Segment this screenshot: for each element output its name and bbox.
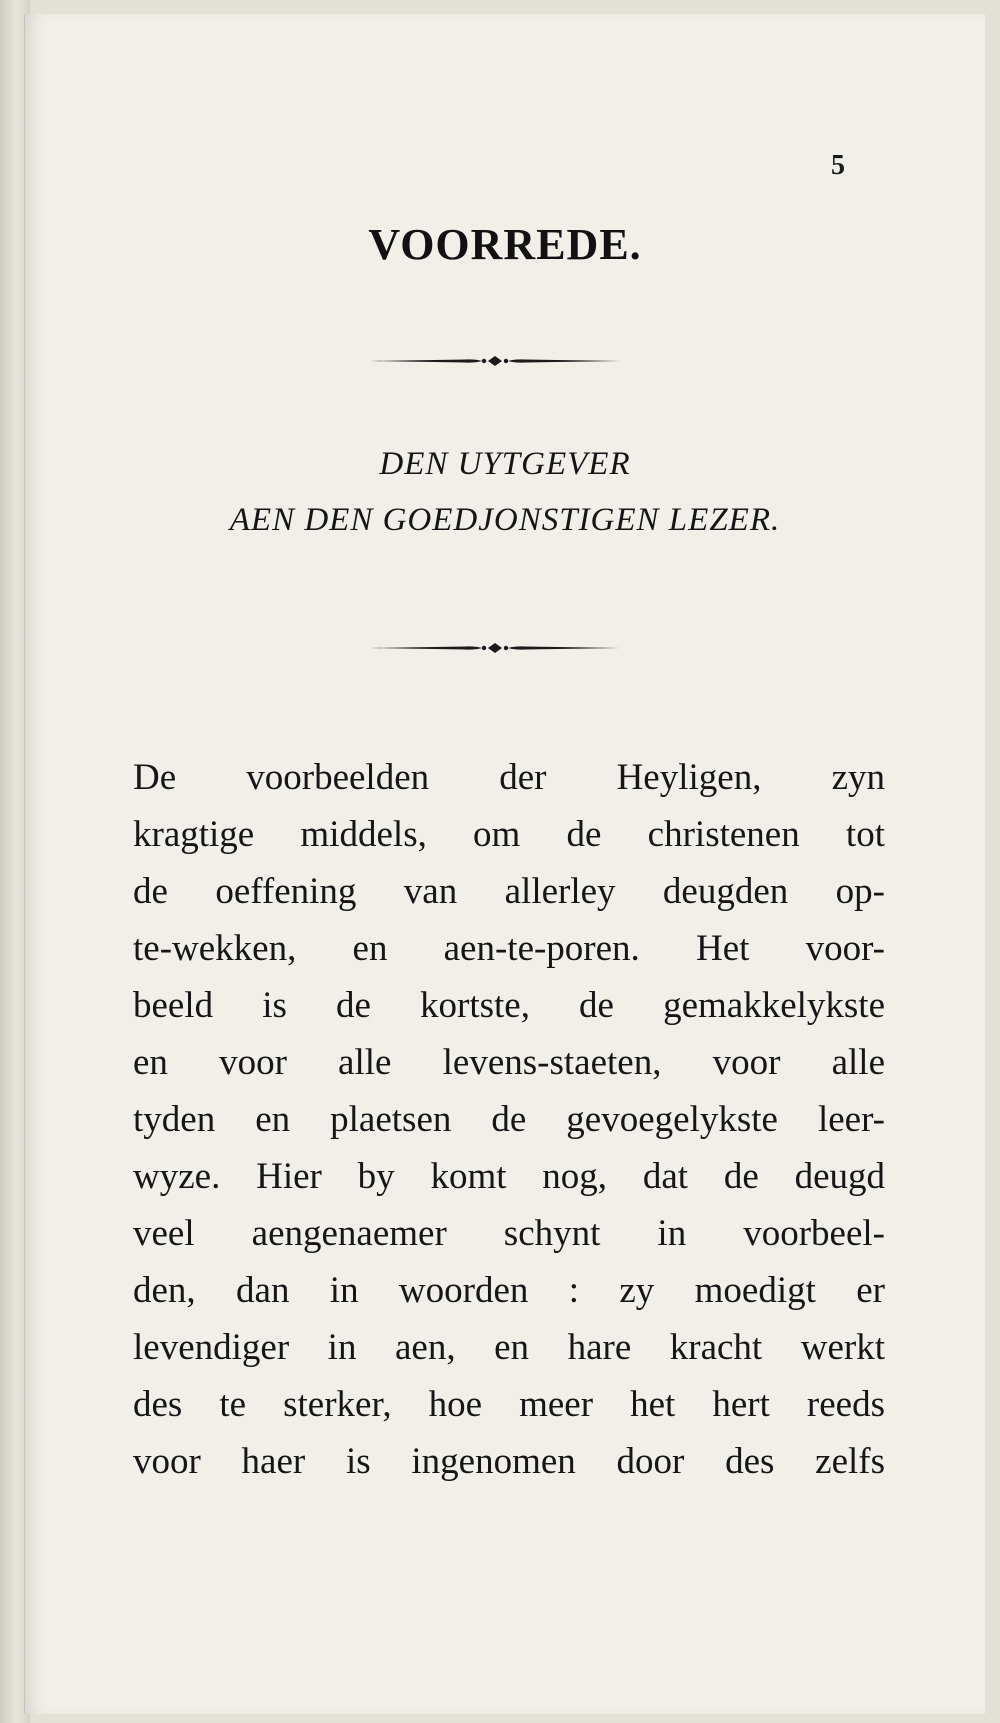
- text-line: te-wekken, en aen-te-poren. Het voor-: [133, 928, 885, 969]
- page-heading: VOORREDE.: [368, 220, 642, 269]
- body-paragraph: [133, 749, 885, 1490]
- text-line: levendiger in aen, en hare kracht werkt: [133, 1327, 885, 1368]
- text-line: en voor alle levens-staeten, voor alle: [133, 1042, 885, 1083]
- ornament-divider-top: [370, 354, 620, 368]
- text-line: den, dan in woorden : zy moedigt er: [133, 1270, 885, 1311]
- text-line: De voorbeelden der Heyligen, zyn: [133, 757, 885, 798]
- text-line: beeld is de kortste, de gemakkelykste: [133, 985, 885, 1026]
- subheading-line-1: DEN UYTGEVER: [379, 446, 631, 482]
- text-line: voor haer is ingenomen door des zelfs: [133, 1441, 885, 1482]
- page-number: 5: [831, 150, 845, 181]
- subheading-line-2: AEN DEN GOEDJONSTIGEN LEZER.: [229, 502, 781, 538]
- text-line: veel aengenaemer schynt in voorbeel-: [133, 1213, 885, 1254]
- text-line: des te sterker, hoe meer het hert reeds: [133, 1384, 885, 1425]
- book-page: [24, 14, 985, 1714]
- text-line: tyden en plaetsen de gevoegelykste leer-: [133, 1099, 885, 1140]
- text-line: de oeffening van allerley deugden op-: [133, 871, 885, 912]
- text-line: kragtige middels, om de christenen tot: [133, 814, 885, 855]
- ornament-divider-bottom: [370, 641, 620, 655]
- text-line: wyze. Hier by komt nog, dat de deugd: [133, 1156, 885, 1197]
